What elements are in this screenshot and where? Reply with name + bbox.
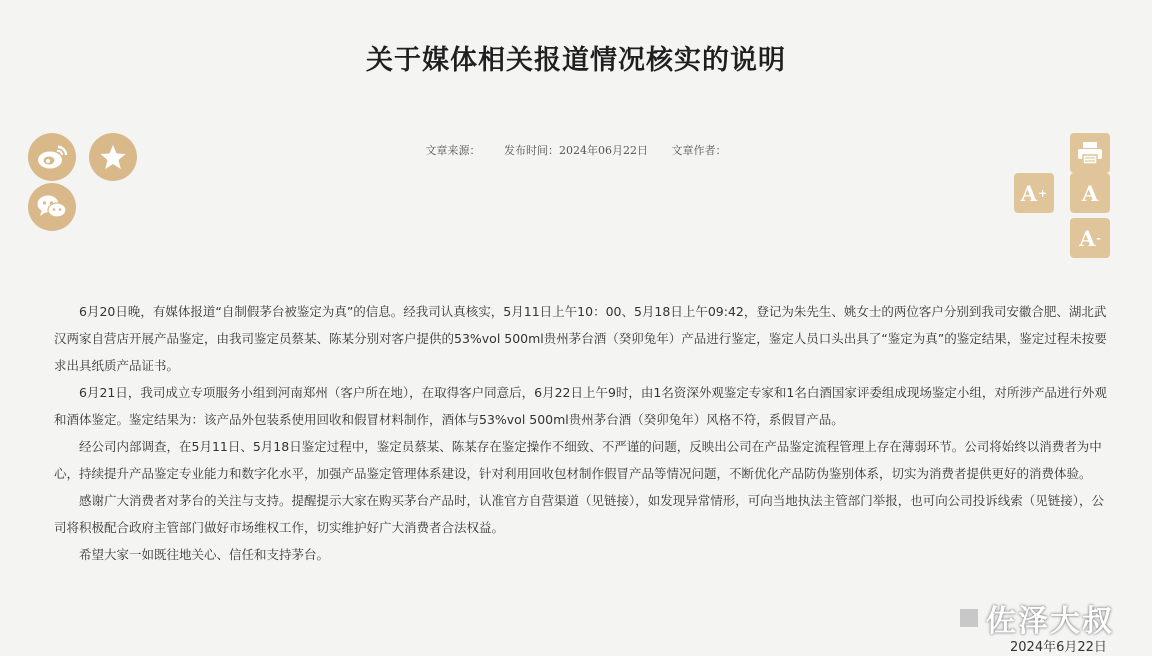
print-button[interactable] xyxy=(1070,133,1110,173)
font-increase-label: A xyxy=(1020,180,1038,206)
wechat-share-icon[interactable] xyxy=(28,183,76,231)
meta-author: 文章作者： xyxy=(671,144,727,157)
meta-publish-time: 发布时间：2024年06月22日 xyxy=(504,144,648,157)
watermark xyxy=(960,596,1114,640)
font-normal-label: A xyxy=(1081,180,1099,206)
font-increase-button[interactable] xyxy=(1014,173,1054,213)
paragraph: 经公司内部调查，在5月11日、5月18日鉴定过程中，鉴定员蔡某、陈某存在鉴定操作不细致、不严谨的问题，反映出公司在产品鉴定流程管理上存在薄弱环节。公司将始终以消费者为中心，持续提升产品鉴定专业能力和数字化水平，加强产品鉴定管理体系建设，针对利用回收包材制作假冒产品等情况问题，不断优化产品防伪鉴别体系，切实为消费者提供更好的消费体验。 xyxy=(54,439,1102,481)
font-increase-sup: + xyxy=(1038,186,1048,200)
paragraph: 6月20日晚，有媒体报道“自制假茅台被鉴定为真”的信息。经我司认真核实，5月11日上午10：00、5月18日上午09:42，登记为朱先生、姚女士的两位客户分别到我司安徽合肥、湖北武汉两家自营店开展产品鉴定，由我司鉴定员蔡某、陈某分别对客户提供的53%vol 500ml贵州茅台酒（癸卯兔年）产品进行鉴定，鉴定人员口头出具了“鉴定为真”的鉴定结果，鉴定过程未按要求出具纸质产品证书。 xyxy=(54,304,1107,373)
printer-icon xyxy=(1077,141,1103,165)
paragraph: 6月21日，我司成立专项服务小组到河南郑州（客户所在地），在取得客户同意后，6月22日上午9时，由1名资深外观鉴定专家和1名白酒国家评委组成现场鉴定小组，对所涉产品进行外观和酒体鉴定。鉴定结果为：该产品外包装系使用回收和假冒材料制作，酒体与53%vol 500ml贵州茅台酒（癸卯兔年）风格不符，系假冒产品。 xyxy=(54,385,1107,427)
article-meta xyxy=(0,142,1152,158)
signature-date: 2024年6月22日 xyxy=(1010,640,1107,655)
watermark-text: 佐泽大叔 xyxy=(986,604,1114,639)
favorite-star-icon[interactable] xyxy=(89,133,137,181)
meta-source: 文章来源： xyxy=(425,144,481,157)
font-decrease-button[interactable] xyxy=(1070,218,1110,258)
page-title: 关于媒体相关报道情况核实的说明 xyxy=(366,45,786,76)
paragraph: 感谢广大消费者对茅台的关注与支持。提醒提示大家在购买茅台产品时，认准官方自营渠道（见链接），如发现异常情形，可向当地执法主管部门举报，也可向公司投诉线索（见链接），公司将积极配合政府主管部门做好市场维权工作，切实维护好广大消费者合法权益。 xyxy=(54,493,1105,535)
article-body xyxy=(54,298,1116,568)
weibo-share-icon[interactable] xyxy=(28,133,76,181)
font-decrease-label: A xyxy=(1079,225,1096,251)
paragraph: 希望大家一如既往地关心、信任和支持茅台。 xyxy=(79,547,330,562)
watermark-box xyxy=(960,609,978,627)
font-decrease-sup: - xyxy=(1096,231,1101,245)
font-normal-button[interactable] xyxy=(1070,173,1110,213)
